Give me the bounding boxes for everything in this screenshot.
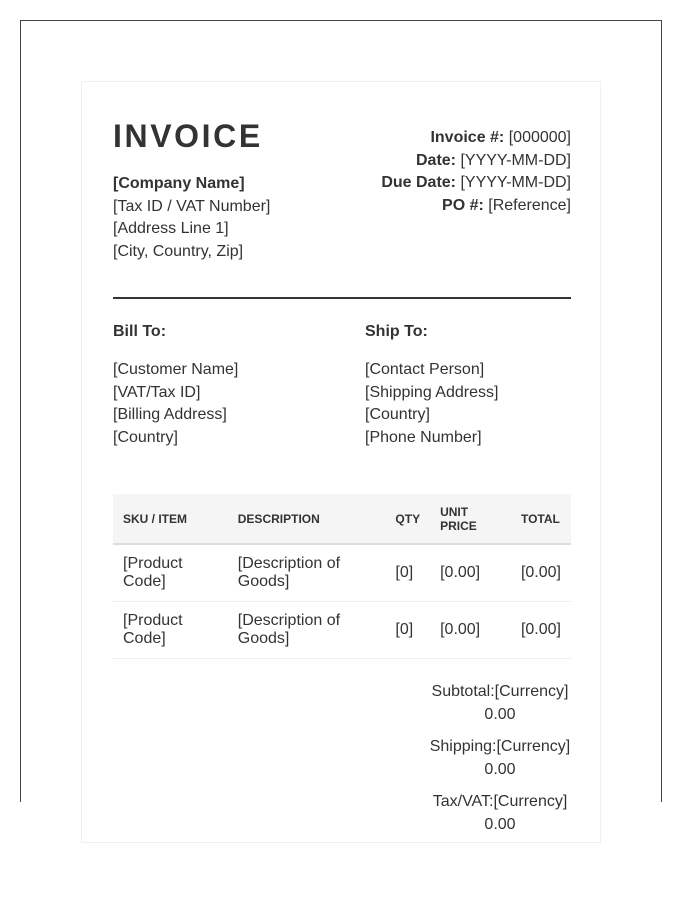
cell-description: [Description of Goods] [228,602,386,659]
shipping-label: Shipping: [429,738,497,755]
column-header-unit-price: UNIT PRICE [430,494,511,544]
cell-total: [0.00] [511,544,571,602]
bill-to-vat: [VAT/Tax ID] [113,383,201,401]
invoice-number [381,127,571,150]
tax-value: [Currency] 0.00 [484,793,568,833]
ship-to-address: [Shipping Address] [365,383,499,401]
column-header-qty: QTY [385,494,430,544]
tax-row [425,791,575,836]
subtotal-value: [Currency] 0.00 [484,683,569,723]
table-header-row [113,494,571,544]
column-header-description: DESCRIPTION [228,494,386,544]
cell-sku: [Product Code] [113,544,228,602]
company-address: [Address Line 1] [113,220,229,237]
cell-total: [0.00] [511,602,571,659]
table-row [113,544,571,602]
cell-description: [Description of Goods] [228,544,386,602]
po-label: PO #: [442,196,484,214]
header-divider [113,297,571,299]
tax-label: Tax/VAT: [432,793,494,810]
invoice-date-label: Date: [416,151,457,169]
ship-to-contact: [Contact Person] [365,361,485,378]
invoice-sheet [81,81,601,843]
document-viewport [20,20,662,833]
company-name: [Company Name] [113,175,245,192]
line-items-table [113,494,571,659]
due-date-label: Due Date: [381,174,457,191]
cell-unit-price: [0.00] [430,602,511,659]
bill-to-customer: [Customer Name] [113,361,239,378]
subtotal-label: Subtotal: [431,683,495,700]
invoice-date-value: [YYYY-MM-DD] [460,151,571,169]
invoice-date [381,150,571,173]
ship-to-block [365,322,498,449]
bill-to-heading: Bill To: [113,323,167,340]
bill-to-address: [Billing Address] [113,406,227,423]
column-header-total: TOTAL [511,494,571,544]
company-city: [City, Country, Zip] [113,242,244,260]
cell-unit-price: [0.00] [430,544,511,602]
invoice-number-value: [000000] [508,129,571,146]
invoice-title: INVOICE [113,118,263,154]
po-value: [Reference] [488,196,571,214]
cell-qty: [0] [385,544,430,602]
column-header-sku: SKU / ITEM [113,494,228,544]
bill-to-country: [Country] [113,428,178,446]
bill-to-block [113,322,238,449]
cell-sku: [Product Code] [113,602,228,659]
ship-to-phone: [Phone Number] [365,428,482,446]
due-date-value: [YYYY-MM-DD] [460,174,571,191]
company-tax-id: [Tax ID / VAT Number] [113,197,271,215]
table-row [113,602,571,659]
invoice-meta [381,127,571,217]
shipping-row [425,736,575,781]
ship-to-country: [Country] [365,406,430,423]
company-info [113,173,270,263]
totals-block [425,681,575,846]
invoice-number-label: Invoice #: [430,129,505,146]
subtotal-row [425,681,575,726]
invoice-due-date [381,172,571,195]
invoice-po [381,195,571,218]
ship-to-heading: Ship To: [365,323,428,340]
cell-qty: [0] [385,602,430,659]
shipping-value: [Currency] 0.00 [484,738,571,778]
